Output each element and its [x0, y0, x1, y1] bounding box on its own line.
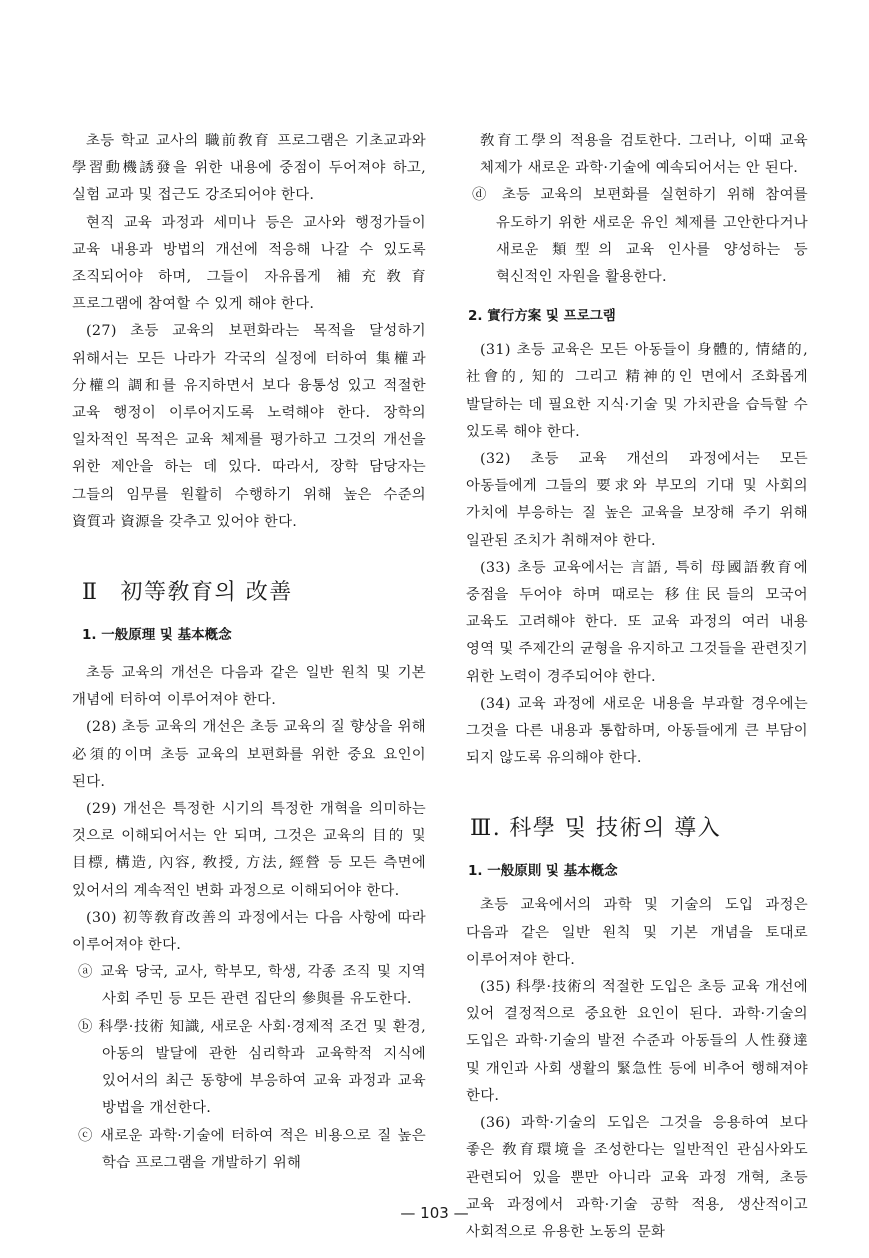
- paragraph-science-intro: 초등 교육에서의 과학 및 기술의 도입 과정은 다음과 같은 일반 원칙 및 기본 개념을 토대로 이루어져야 한다.: [466, 897, 808, 968]
- paragraph-34: (34) 교육 과정에 새로운 내용을 부과할 경우에는 그것을 다른 내용과 통합하며, 아동들에게 큰 부담이 되지 않도록 유의해야 한다.: [466, 695, 808, 767]
- section-2-heading: [82, 578, 426, 608]
- paragraph-28: (28) 초등 교육의 개선은 초등 교육의 질 향상을 위해 必須的이며 초등 교육의 보편화를 위한 중요 요인이 된다.: [72, 719, 426, 790]
- right-column: [466, 128, 808, 1246]
- paragraph-32: (32) 초등 교육 개선의 과정에서는 모든 아동들에게 그들의 要求와 부모의 기대 및 사회의 가치에 부응하는 질 높은 교육을 보장해 주기 위해 일관된 조치가 취해져야 한다.: [466, 451, 808, 549]
- paragraph-intro: 초등 교육의 개선은 다음과 같은 일반 원칙 및 기본 개념에 터하여 이루어져야 한다.: [72, 665, 426, 709]
- subsection-1-heading: 1. 一般原理 및 基本槪念: [82, 627, 232, 644]
- section-3-number: Ⅲ.: [470, 816, 502, 842]
- list-item-d: ⓓ 초등 교육의 보편화를 실현하기 위해 참여를 유도하기 위한 새로운 유인 체제를 고안한다거나 새로운 類型의 교육 인사를 양성하는 등 혁신적인 자원을 활용한다.: [472, 187, 808, 286]
- section-2-number: Ⅱ: [82, 580, 99, 606]
- subsection-3-heading: 1. 一般原則 및 基本槪念: [468, 863, 618, 880]
- left-column: [72, 128, 426, 1177]
- section-2-title: 初等敎育의 改善: [120, 580, 293, 606]
- paragraph-35: (35) 科學·技術의 적절한 도입은 초등 교육 개선에 있어 결정적으로 중요한 요인이 된다. 과학·기술의 도입은 과학·기술의 발전 수준과 아동들의 人性發達 및 개인과 사회 생활의 緊急性 등에 비추어 행해져야 한다.: [466, 979, 808, 1104]
- list-item-c-continued: 敎育工學의 적용을 검토한다. 그러나, 이때 교육 체제가 새로운 과학·기술에 예속되어서는 안 된다.: [480, 133, 808, 177]
- paragraph-30: (30) 初等敎育改善의 과정에서는 다음 사항에 따라 이루어져야 한다.: [72, 909, 426, 954]
- section-3-title: 科學 및 技術의 導入: [509, 816, 722, 842]
- subsection-2-heading: 2. 實行方案 및 프로그램: [468, 308, 616, 325]
- paragraph-inservice: 현직 교육 과정과 세미나 등은 교사와 행정가들이 교육 내용과 방법의 개선에 적응해 나갈 수 있도록 조직되어야 하며, 그들이 자유롭게 補充敎育 프로그램에 참여할 수 있게 해야 한다.: [72, 214, 426, 313]
- paragraph-27: (27) 초등 교육의 보편화라는 목적을 달성하기 위해서는 모든 나라가 각국의 실정에 터하여 集權과 分權의 調和를 유지하면서 보다 융통성 있고 적절한 교육 행정이 이루어지도록 노력해야 한다. 장학의 일차적인 목적은 교육 체제를 평가하고 그것의 개선을 위한 제안을 하는 데 있다. 따라서, 장학 담당자는 그들의 임무를 원활히 수행하기 위해 높은 수준의 資質과 資源을 갖추고 있어야 한다.: [72, 323, 426, 530]
- list-item-b: ⓑ 科學·技術 知識, 새로운 사회·경제적 조건 및 환경, 아동의 발달에 관한 심리학과 교육학적 지식에 있어서의 최근 동향에 부응하여 교육 과정과 교육 방법을 개선한다.: [78, 1018, 426, 1117]
- list-item-c: ⓒ 새로운 과학·기술에 터하여 적은 비용으로 질 높은 학습 프로그램을 개발하기 위해: [78, 1127, 426, 1171]
- list-item-a: ⓐ 교육 당국, 교사, 학부모, 학생, 각종 조직 및 지역 사회 주민 등 모든 관련 집단의 參與를 유도한다.: [78, 964, 426, 1008]
- paragraph-33: (33) 초등 교육에서는 言語, 특히 母國語敎育에 중점을 두어야 하며 때로는 移住民들의 모국어 교육도 고려해야 한다. 또 교육 과정의 여러 내용 영역 및 주제간의 균형을 유지하고 그것들을 관련짓기 위한 노력이 경주되어야 한다.: [466, 559, 808, 685]
- paragraph-31: (31) 초등 교육은 모든 아동들이 身體的, 情緖的, 社會的, 知的 그리고 精神的인 면에서 조화롭게 발달하는 데 필요한 지식·기술 및 가치관을 습득할 수 있도록 해야 한다.: [466, 342, 808, 440]
- paragraph-29: (29) 개선은 특정한 시기의 특정한 개혁을 의미하는 것으로 이해되어서는 안 되며, 그것은 교육의 目的 및 目標, 構造, 內容, 敎授, 方法, 經營 등 모든 측면에 있어서의 계속적인 변화 과정으로 이해되어야 한다.: [72, 801, 426, 899]
- section-3-heading: [470, 814, 808, 844]
- paragraph-36: (36) 과학·기술의 도입은 그것을 응용하여 보다 좋은 敎育環境을 조성한다는 일반적인 관심사와도 관련되어 있을 뿐만 아니라 교육 과정 개혁, 초등 교육 과정에서 과학·기술 공학 적용, 생산적이고 사회적으로 유용한 노동의 문화: [466, 1115, 808, 1240]
- page-number: — 103 —: [400, 1204, 469, 1222]
- paragraph-teacher-training: 초등 학교 교사의 職前敎育 프로그램은 기초교과와 學習動機誘發을 위한 내용에 중점이 두어져야 하고, 실험 교과 및 접근도 강조되어야 한다.: [72, 133, 426, 204]
